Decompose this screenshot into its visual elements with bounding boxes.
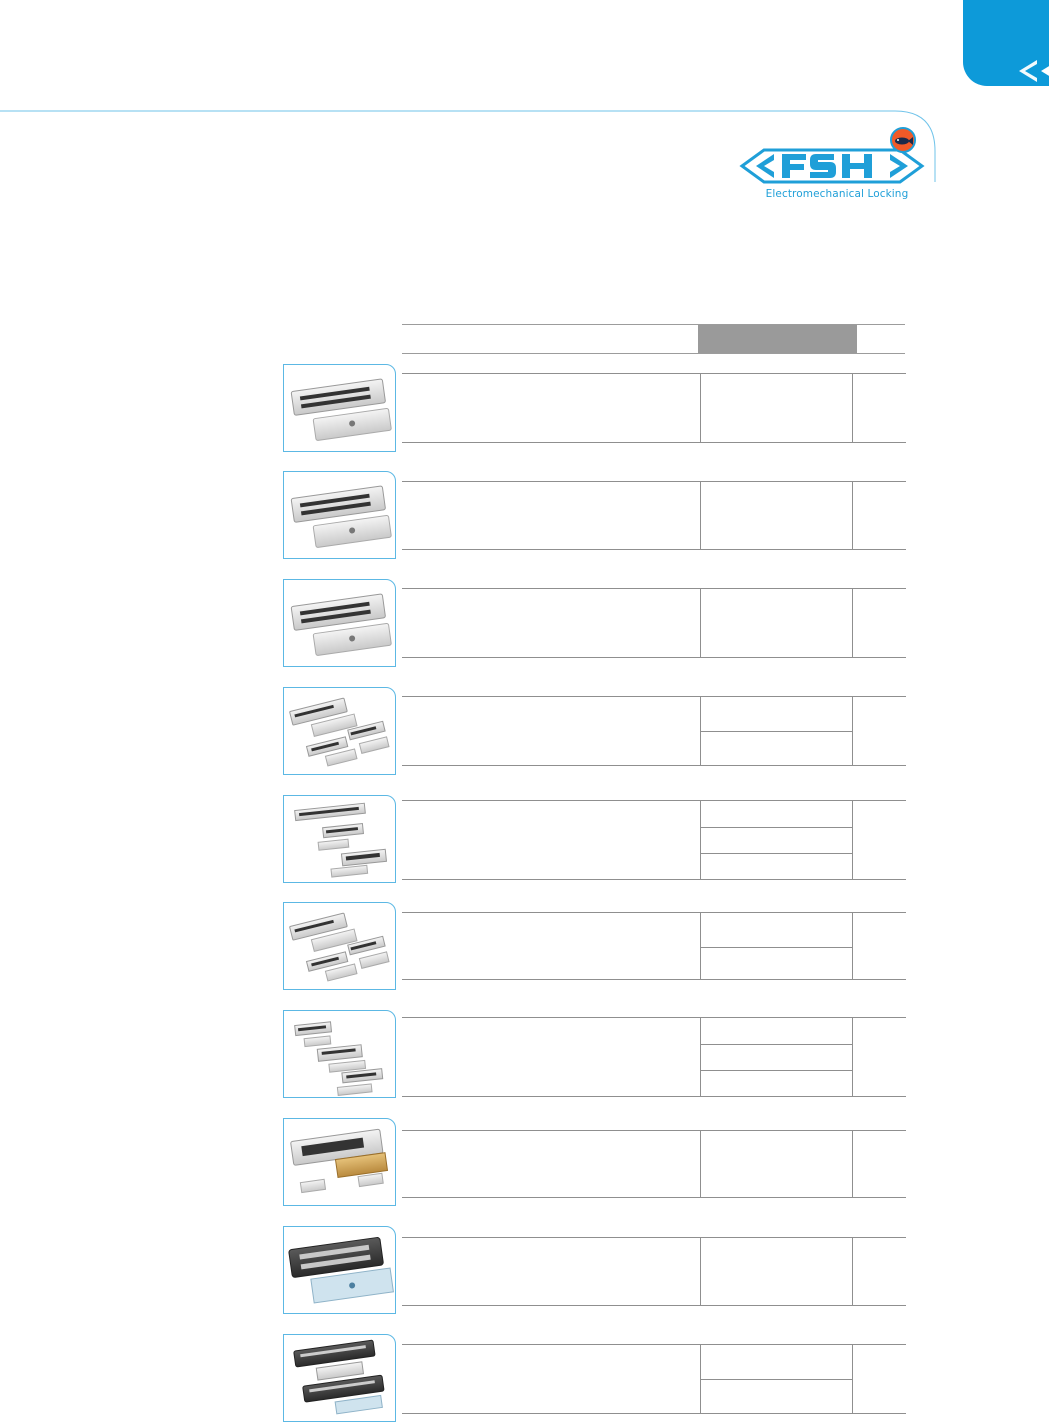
product-image (283, 1334, 396, 1422)
product-image (283, 902, 396, 990)
product-image (283, 364, 396, 452)
product-row (402, 481, 906, 550)
product-image (283, 1226, 396, 1314)
product-row (402, 1237, 906, 1306)
logo-tagline: Electromechanical Locking (765, 188, 909, 200)
table-header (402, 324, 905, 354)
product-image (283, 1010, 396, 1098)
product-row (402, 800, 906, 880)
product-row (402, 1344, 906, 1414)
product-image (283, 1118, 396, 1206)
section-tab (963, 0, 1049, 86)
product-row (402, 912, 906, 980)
product-image (283, 579, 396, 667)
table-header-shaded-cell (698, 325, 857, 353)
fsh-logo (736, 126, 926, 206)
product-image (283, 471, 396, 559)
product-row (402, 588, 906, 658)
product-row (402, 1017, 906, 1097)
product-row (402, 1130, 906, 1198)
product-image (283, 687, 396, 775)
product-row (402, 373, 906, 443)
product-image (283, 795, 396, 883)
product-row (402, 696, 906, 766)
